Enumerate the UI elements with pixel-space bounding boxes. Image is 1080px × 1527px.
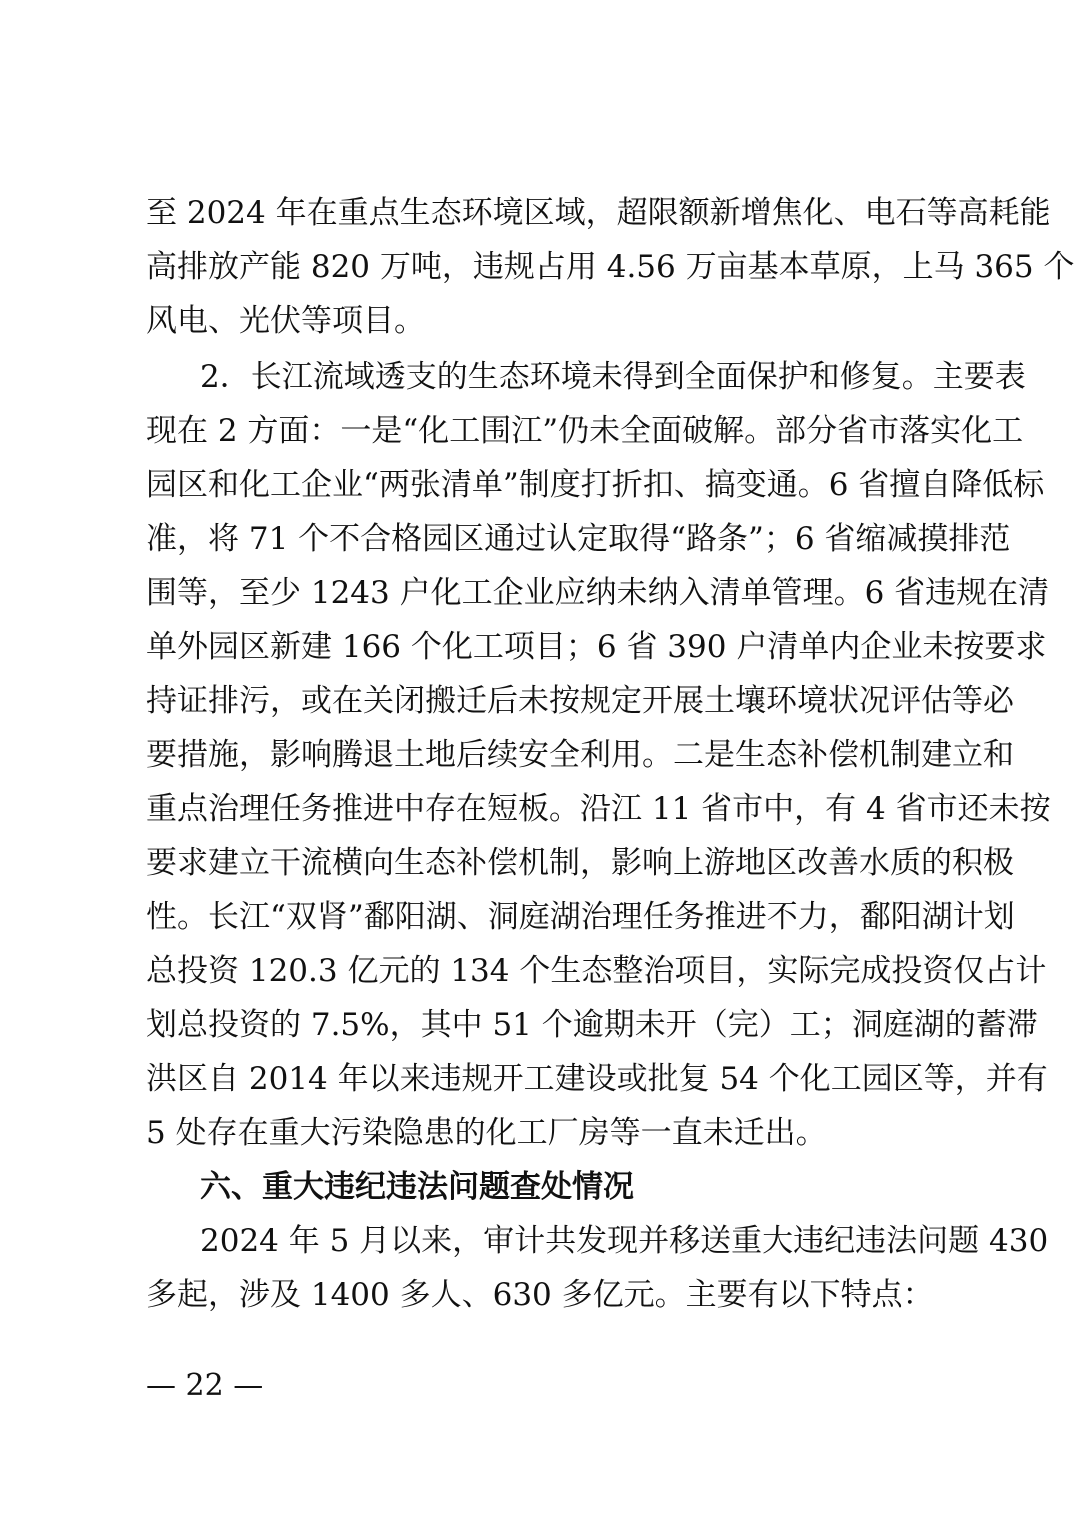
paragraph-1-line-2: 高排放产能 820 万吨，违规占用 4.56 万亩基本草原，上马 365 个	[146, 249, 1075, 285]
paragraph-2-line-13: 划总投资的 7.5%，其中 51 个逾期未开（完）工；洞庭湖的蓄滞	[146, 1007, 1038, 1043]
paragraph-2-line-6: 单外园区新建 166 个化工项目；6 省 390 户清单内企业未按要求	[146, 629, 1047, 665]
paragraph-2-line-14: 洪区自 2014 年以来违规开工建设或批复 54 个化工园区等，并有	[146, 1061, 1048, 1097]
paragraph-2-line-5: 围等，至少 1243 户化工企业应纳未纳入清单管理。6 省违规在清	[146, 575, 1050, 611]
page-number: — 22 —	[146, 1368, 264, 1403]
paragraph-2-line-10: 要求建立干流横向生态补偿机制，影响上游地区改善水质的积极	[146, 845, 1014, 881]
paragraph-1-line-3: 风电、光伏等项目。	[146, 303, 425, 339]
paragraph-2-line-2: 现在 2 方面：一是“化工围江”仍未全面破解。部分省市落实化工	[146, 413, 1024, 449]
paragraph-2-line-1: 2．长江流域透支的生态环境未得到全面保护和修复。主要表	[200, 359, 1026, 395]
section-heading: 六、重大违纪违法问题查处情况	[200, 1169, 634, 1205]
paragraph-2-line-8: 要措施，影响腾退土地后续安全利用。二是生态补偿机制建立和	[146, 737, 1014, 773]
paragraph-2-line-12: 总投资 120.3 亿元的 134 个生态整治项目，实际完成投资仅占计	[146, 953, 1047, 989]
paragraph-2-line-9: 重点治理任务推进中存在短板。沿江 11 省市中，有 4 省市还未按	[146, 791, 1051, 827]
paragraph-1-line-1: 至 2024 年在重点生态环境区域，超限额新增焦化、电石等高耗能	[146, 195, 1051, 231]
paragraph-2-line-11: 性。长江“双肾”鄱阳湖、洞庭湖治理任务推进不力，鄱阳湖计划	[146, 899, 1015, 935]
paragraph-2-line-15: 5 处存在重大污染隐患的化工厂房等一直未迁出。	[146, 1115, 827, 1151]
paragraph-2-line-4: 准，将 71 个不合格园区通过认定取得“路条”；6 省缩减摸排范	[146, 521, 1011, 557]
paragraph-2-line-7: 持证排污，或在关闭搬迁后未按规定开展土壤环境状况评估等必	[146, 683, 1014, 719]
paragraph-2-line-3: 园区和化工企业“两张清单”制度打折扣、搞变通。6 省擅自降低标	[146, 467, 1045, 503]
paragraph-3-line-1: 2024 年 5 月以来，审计共发现并移送重大违纪违法问题 430	[200, 1223, 1049, 1259]
paragraph-3-line-2: 多起，涉及 1400 多人、630 多亿元。主要有以下特点：	[146, 1277, 934, 1313]
